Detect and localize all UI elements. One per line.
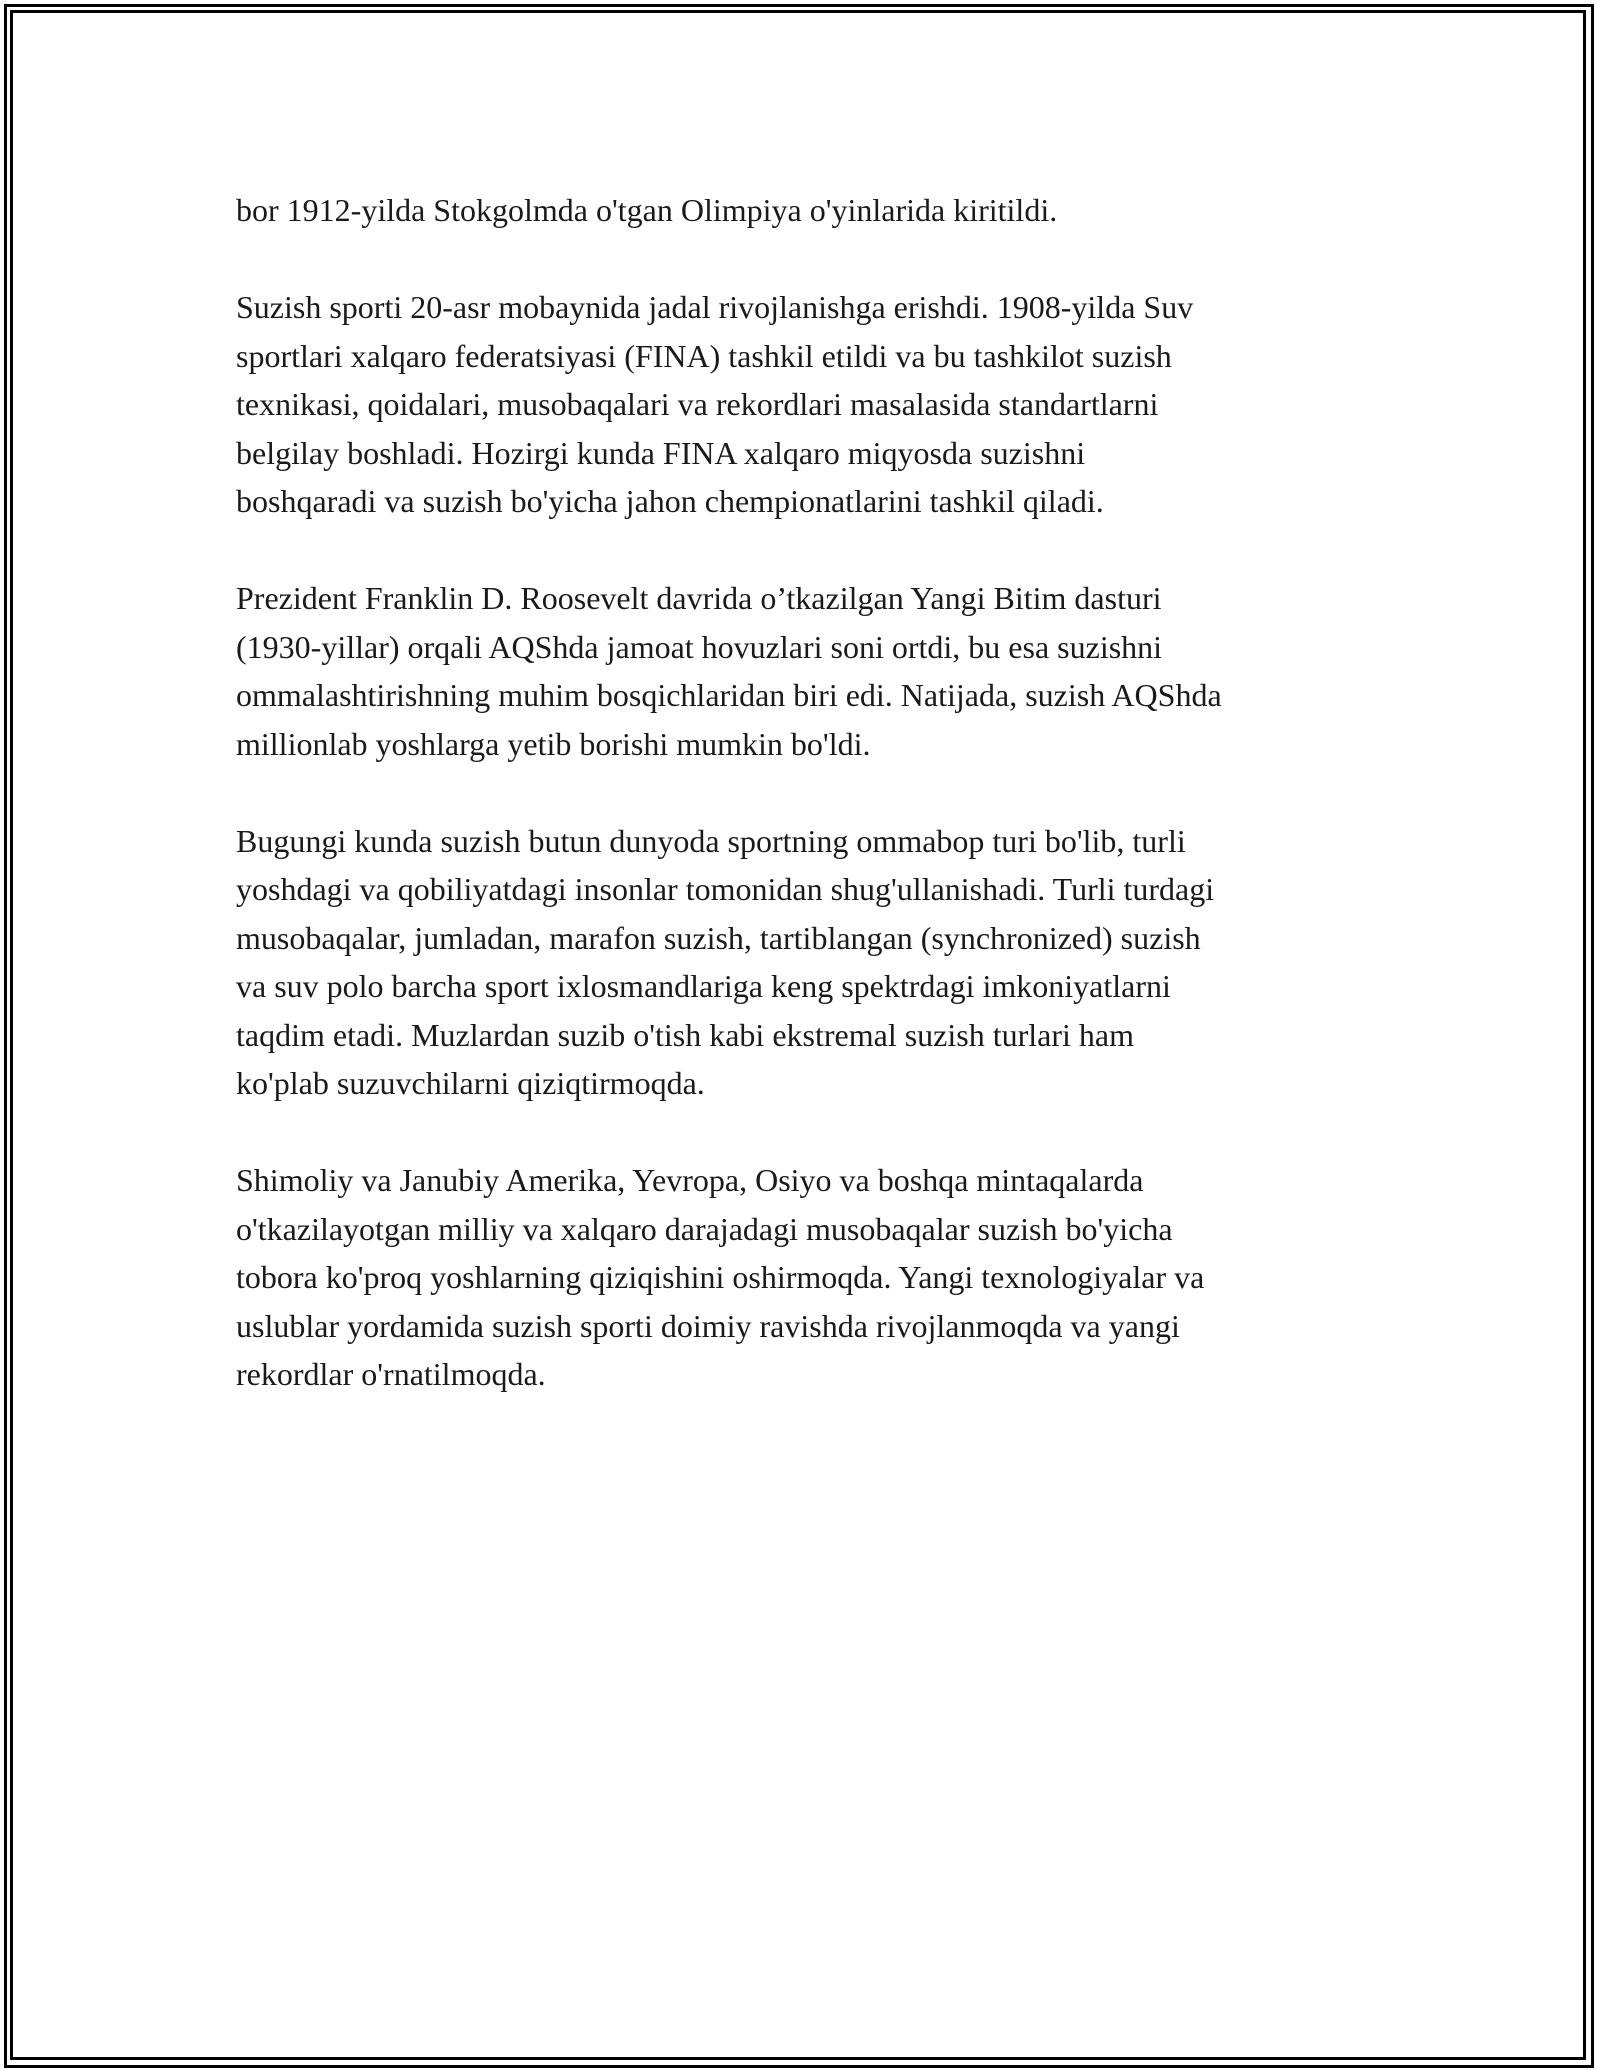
paragraph-competitions: Shimoliy va Janubiy Amerika, Yevropa, Osiyo va boshqa mintaqalarda o'tkazilayotgan milliy va xalqaro darajadagi musobaqalar suzish bo'yicha tobora ko'proq yoshlarning qiziqishini oshirmoqda. Yangi texnologiyalar va uslublar yordamida suzish sporti doimiy ravishda rivojlanmoqda va yangi rekordlar o'rnatilmoqda.: [236, 1162, 1205, 1392]
paragraph-olympics: bor 1912-yilda Stokgolmda o'tgan Olimpiya o'yinlarida kiritildi.: [236, 192, 1058, 228]
paragraph-new-deal: Prezident Franklin D. Roosevelt davrida o’tkazilgan Yangi Bitim dasturi (1930-yillar) orqali AQShda jamoat hovuzlari soni ortdi, bu esa suzishni ommalashtirishning muhim bosqichlaridan biri edi. Natijada, suzish AQShda millionlab yoshlarga yetib borishi mumkin bo'ldi.: [236, 580, 1222, 762]
paragraph-today: Bugungi kunda suzish butun dunyoda sportning ommabop turi bo'lib, turli yoshdagi va qobiliyatdagi insonlar tomonidan shug'ullanishadi. Turli turdagi musobaqalar, jumladan, marafon suzish, tartiblangan (synchronized) suzish va suv polo barcha sport ixlosmandlariga keng spektrdagi imkoniyatlarni taqdim etadi. Muzlardan suzib o'tish kabi ekstremal suzish turlari ham ko'plab suzuvchilarni qiziqtirmoqda.: [236, 822, 1215, 1101]
paragraph-fina: Suzish sporti 20-asr mobaynida jadal rivojlanishga erishdi. 1908-yilda Suv sportlari xalqaro federatsiyasi (FINA) tashkil etildi va bu tashkilot suzish texnikasi, qoidalari, musobaqalari va rekordlari masalasida standartlarni belgilay boshladi. Hozirgi kunda FINA xalqaro miqyosda suzishni boshqaradi va suzish bo'yicha jahon chempionatlarini tashkil qiladi.: [236, 289, 1194, 519]
document-body: [236, 186, 1386, 1447]
